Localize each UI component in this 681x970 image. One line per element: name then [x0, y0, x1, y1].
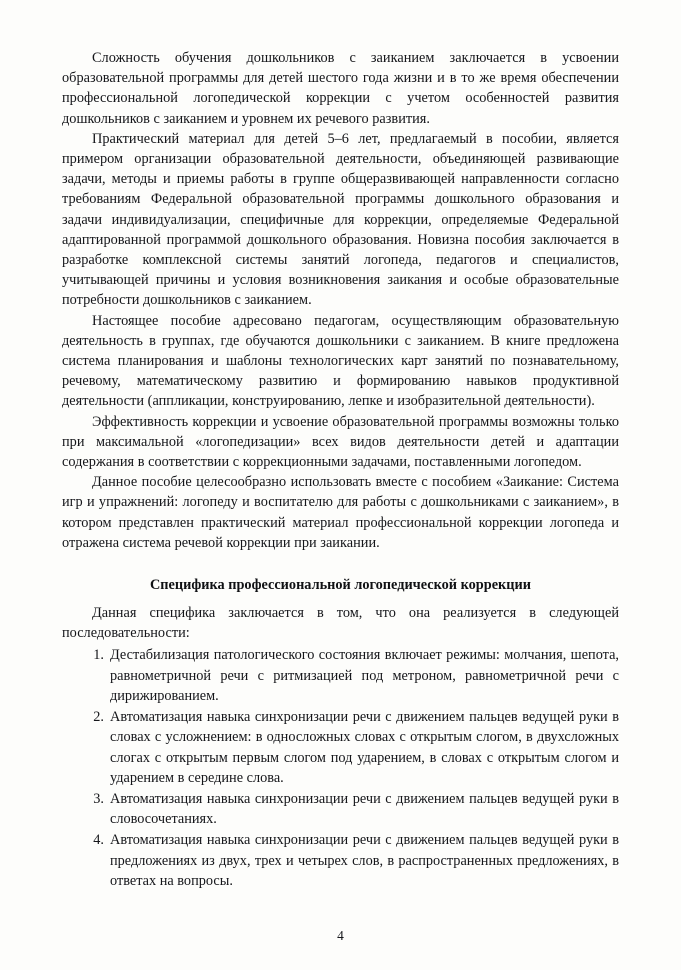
page-content: [62, 48, 619, 891]
paragraph: Сложность обучения дошкольников с заиканием заключается в усвоении образовательной программы для детей шестого года жизни и в то же время обеспечении профессиональной логопедической коррекции с учетом особенностей развития дошкольников с заиканием и уровнем их речевого развития.: [62, 50, 619, 127]
list-item: Автоматизация навыка синхронизации речи с движением пальцев ведущей руки в словосочетаниях.: [110, 790, 619, 828]
numbered-list: [62, 645, 619, 890]
list-item: Автоматизация навыка синхронизации речи с движением пальцев ведущей руки в словах с усложнением: в односложных словах с открытым слогом, в двухсложных слогах с открытым первым слогом под ударением, в словах с открытым слогом и ударением в середине слова.: [110, 709, 619, 786]
section-heading: Специфика профессиональной логопедической коррекции: [149, 577, 532, 594]
paragraph: Практический материал для детей 5–6 лет, предлагаемый в пособии, является примером организации образовательной деятельности, объединяющей развивающие задачи, методы и приемы работы в группе общеразвивающей направленности согласно требованиям Федеральной образовательной программы дошкольного образования и задачи индивидуализации, специфичные для коррекции, определяемые Федеральной адаптированной программой дошкольного образования. Новизна пособия заключается в разработке комплексной системы занятий логопеда, педагогов и специалистов, учитывающей причины и условия возникновения заикания и особые образовательные потребности дошкольников с заиканием.: [62, 130, 619, 309]
page-number: 4: [337, 928, 344, 943]
paragraph: Эффективность коррекции и усвоение образовательной программы возможны только при максимальной «логопедизации» всех видов деятельности детей и адаптации содержания в соответствии с коррекционными задачами, поставленными логопедом.: [62, 413, 619, 471]
list-item: Дестабилизация патологического состояния включает режимы: молчания, шепота, равнометричной речи с ритмизацией под метроном, равнометричной речи с дирижированием.: [110, 647, 619, 704]
lead-paragraph: Данная специфика заключается в том, что она реализуется в следующей последовательности:: [62, 605, 619, 642]
list-item: Автоматизация навыка синхронизации речи с движением пальцев ведущей руки в предложениях из двух, трех и четырех слов, в распространенных предложениях, в ответах на вопросы.: [110, 832, 619, 889]
paragraph: Настоящее пособие адресовано педагогам, осуществляющим образовательную деятельность в группах, где обучаются дошкольники с заиканием. В книге предложена система планирования и шаблоны технологических карт занятий по познавательному, речевому, математическому развитию и формированию навыков продуктивной деятельности (аппликации, конструированию, лепке и изобразительной деятельности).: [62, 312, 619, 410]
paragraph: Данное пособие целесообразно использовать вместе с пособием «Заикание: Система игр и упражнений: логопеду и воспитателю для работы с дошкольниками с заиканием», в котором представлен практический материал профессиональной коррекции логопеда и отражена система речевой коррекции при заикании.: [62, 474, 619, 551]
